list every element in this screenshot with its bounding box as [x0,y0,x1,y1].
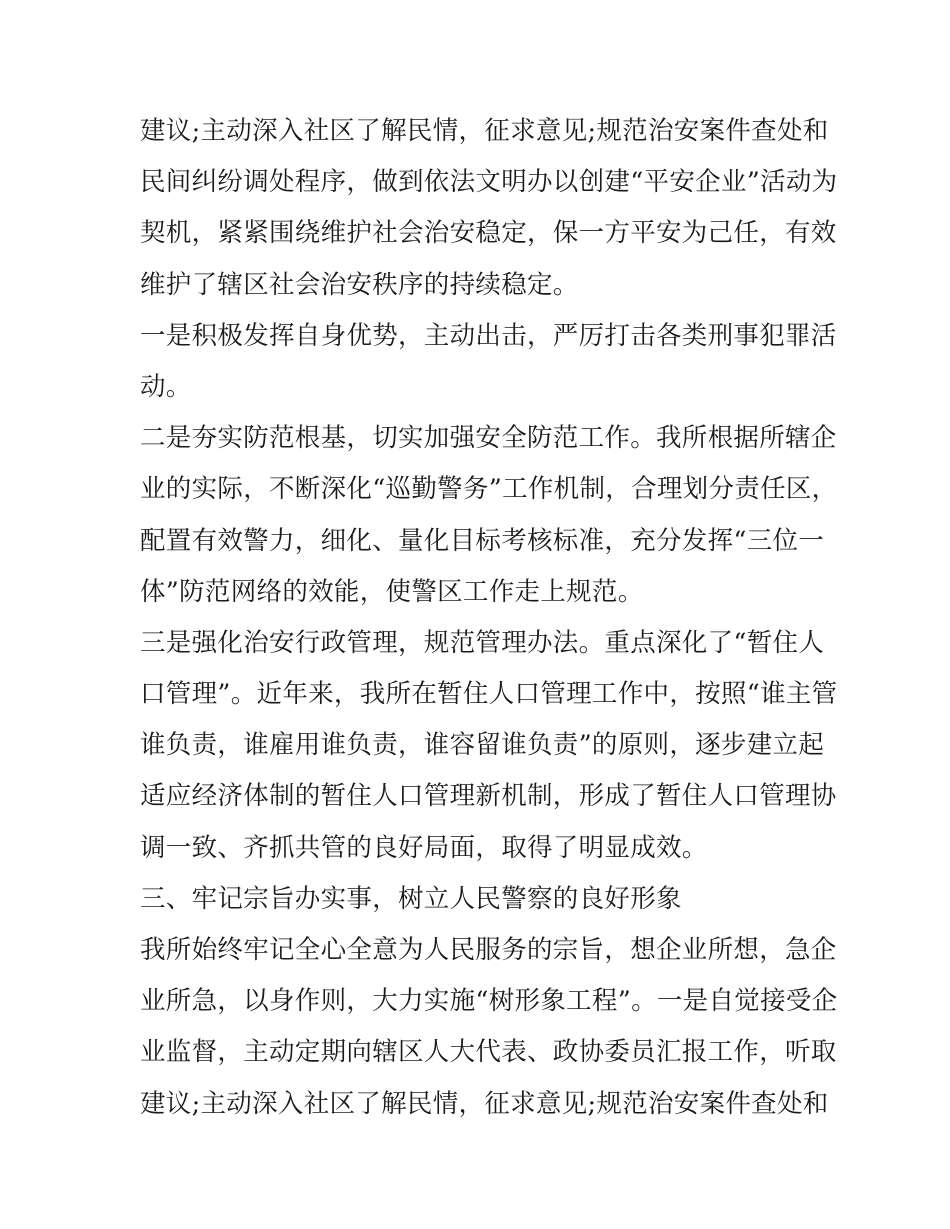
text-line: 一是积极发挥自身优势，主动出击，严厉打击各类刑事犯罪活 [140,320,837,351]
text-line: 调一致、齐抓共管的良好局面，取得了明显成效。 [140,832,708,863]
text-line: 民间纠纷调处程序，做到依法文明办以创建“平安企业”活动为 [140,167,838,198]
text-line: 契机，紧紧围绕维护社会治安稳定，保一方平安为己任，有效 [140,218,837,249]
text-line: 二是夯实防范根基，切实加强安全防范工作。我所根据所辖企 [140,423,837,454]
text-line: 适应经济体制的暂住人口管理新机制，形成了暂住人口管理协 [140,781,837,812]
text-line: 建议;主动深入社区了解民情，征求意见;规范治安案件查处和 [140,116,829,146]
text-line: 体”防范网络的效能，使警区工作走上规范。 [140,576,644,607]
text-line: 谁负责，谁雇用谁负责，谁容留谁负责”的原则，逐步建立起 [140,730,825,761]
text-line: 业监督，主动定期向辖区人大代表、政协委员汇报工作，听取 [140,1037,837,1068]
section-heading: 三、牢记宗旨办实事，树立人民警察的良好形象 [140,883,682,914]
text-line: 业所急，以身作则，大力实施“树形象工程”。一是自觉接受企 [140,986,838,1017]
document-body [140,106,838,1130]
text-line: 建议;主动深入社区了解民情，征求意见;规范治安案件查处和 [140,1088,829,1119]
text-line: 我所始终牢记全心全意为人民服务的宗旨，想企业所想，急企 [140,935,837,965]
text-line: 三是强化治安行政管理，规范管理办法。重点深化了“暂住人 [140,627,825,658]
text-line: 维护了辖区社会治安秩序的持续稳定。 [140,269,579,300]
text-line: 口管理”。近年来，我所在暂住人口管理工作中，按照“谁主管 [140,679,838,710]
text-line: 动。 [140,371,192,402]
text-line: 业的实际，不断深化“巡勤警务”工作机制，合理划分责任区， [140,474,838,505]
text-line: 配置有效警力，细化、量化目标考核标准，充分发挥“三位一 [140,525,825,556]
